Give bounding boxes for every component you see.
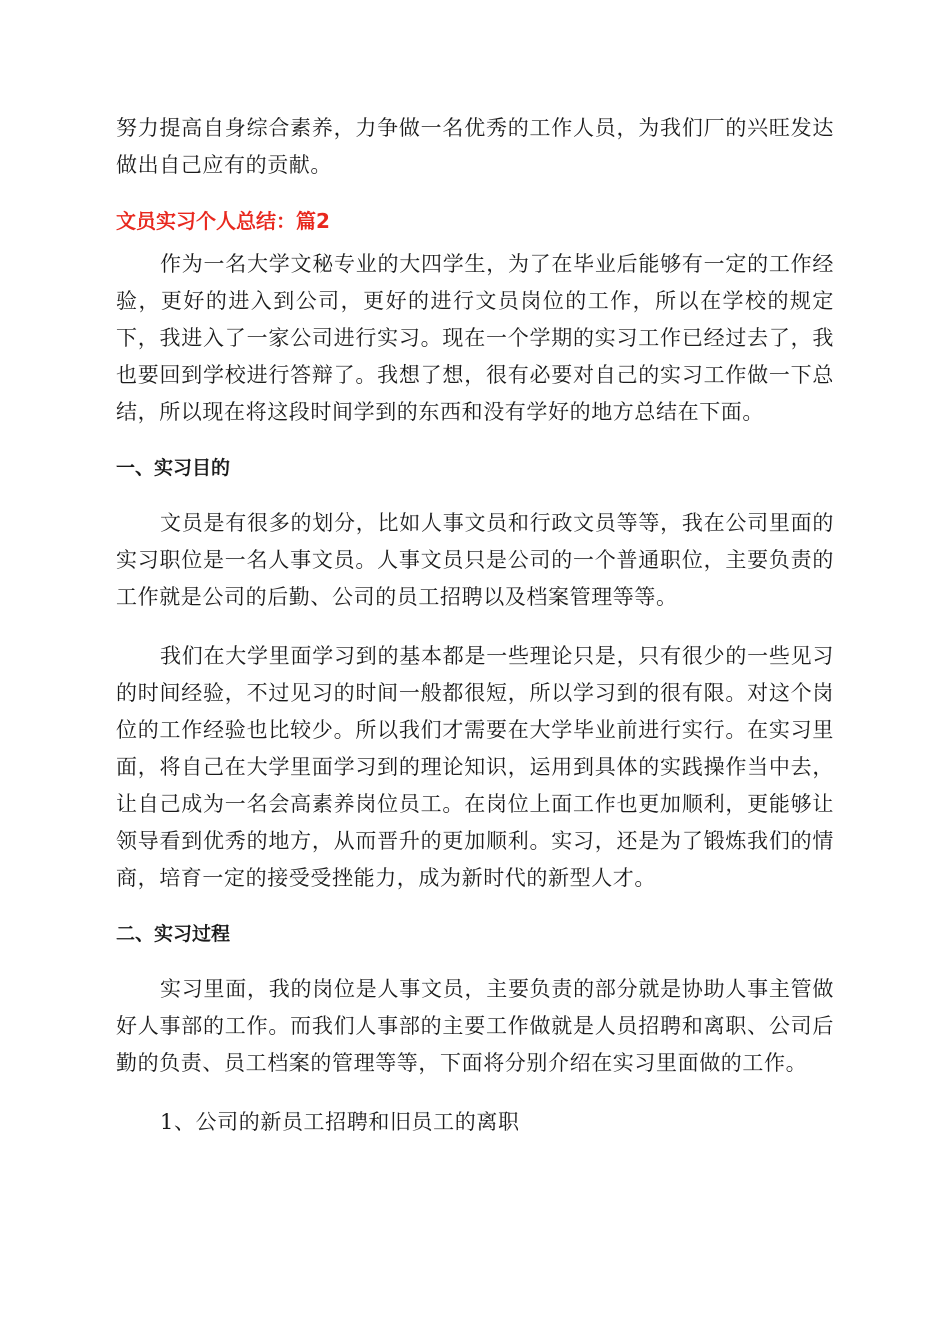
process-list-item-1: 1、公司的新员工招聘和旧员工的离职: [160, 1110, 520, 1134]
document-page: [116, 110, 834, 1141]
section-heading-process: 二、实习过程: [116, 923, 231, 945]
purpose-paragraph-1: 文员是有很多的划分，比如人事文员和行政文员等等，我在公司里面的实习职位是一名人事文员。人事文员只是公司的一个普通职位，主要负责的工作就是公司的后勤、公司的员工招聘以及档案管理等等。: [116, 511, 834, 609]
intro-paragraph: 努力提高自身综合素养，力争做一名优秀的工作人员，为我们厂的兴旺发达做出自己应有的贡献。: [116, 116, 834, 177]
article-title: 文员实习个人总结：篇2: [116, 209, 330, 233]
process-paragraph-1: 实习里面，我的岗位是人事文员，主要负责的部分就是协助人事主管做好人事部的工作。而我们人事部的主要工作做就是人员招聘和离职、公司后勤的负责、员工档案的管理等等，下面将分别介绍在实习里面做的工作。: [116, 977, 834, 1075]
section-heading-purpose: 一、实习目的: [116, 457, 231, 479]
purpose-paragraph-2: 我们在大学里面学习到的基本都是一些理论只是，只有很少的一些见习的时间经验，不过见习的时间一般都很短，所以学习到的很有限。对这个岗位的工作经验也比较少。所以我们才需要在大学毕业前进行实行。在实习里面，将自己在大学里面学习到的理论知识，运用到具体的实践操作当中去，让自己成为一名会高素养岗位员工。在岗位上面工作也更加顺利，更能够让领导看到优秀的地方，从而晋升的更加顺利。实习，还是为了锻炼我们的情商，培育一定的接受受挫能力，成为新时代的新型人才。: [116, 644, 834, 890]
opening-paragraph: 作为一名大学文秘专业的大四学生，为了在毕业后能够有一定的工作经验，更好的进入到公司，更好的进行文员岗位的工作，所以在学校的规定下，我进入了一家公司进行实习。现在一个学期的实习工作已经过去了，我也要回到学校进行答辩了。我想了想，很有必要对自己的实习工作做一下总结，所以现在将这段时间学到的东西和没有学好的地方总结在下面。: [116, 252, 834, 424]
